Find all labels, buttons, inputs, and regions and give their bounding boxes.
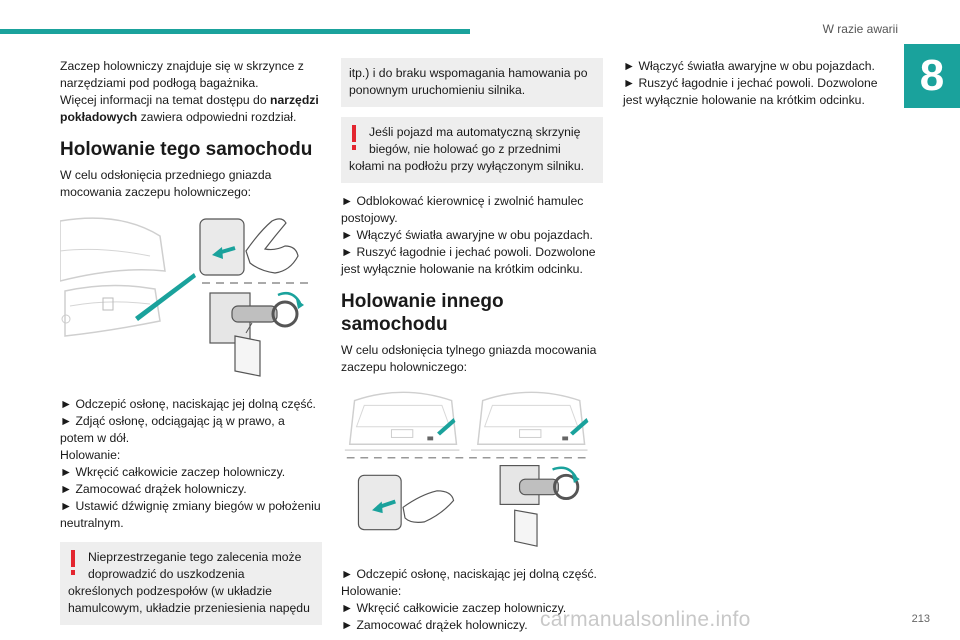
col3-step-2: ► Ruszyć łagodnie i jechać powoli. Dozwolone jest wyłącznie holowanie na krótkim odcinku. (623, 76, 878, 107)
towing-step-1: ► Wkręcić całkowicie zaczep holowniczy. (60, 465, 286, 479)
heading-towing-other-car: Holowanie innego samochodu (341, 291, 504, 335)
exclamation-icon (349, 125, 359, 151)
warning-box-automatic: Jeśli pojazd ma automatyczną skrzynię biegów, nie holować go z przednimi kołami na podłożu przy wyłączonym silniku. (341, 117, 603, 183)
exclamation-icon (68, 550, 78, 576)
page-number: 213 (911, 613, 930, 625)
header-accent-bar (0, 29, 470, 34)
column-2 (341, 58, 603, 634)
front-tow-eye-illustration (60, 211, 322, 381)
tow-step-3: ► Ruszyć łagodnie i jechać powoli. Dozwolone jest wyłącznie holowanie na krótkim odcinku. (341, 245, 596, 276)
towing-step-2: ► Zamocować drążek holowniczy. (60, 482, 247, 496)
intro-paragraph: Zaczep holowniczy znajduje się w skrzynce z narzędziami pod podłogą bagażnika. (60, 59, 304, 90)
rear-towing-label: Holowanie: (341, 584, 402, 598)
column-3 (623, 58, 893, 109)
intro-reference: Więcej informacji na temat dostępu do narzędzi pokładowych zawiera odpowiedni rozdział. (60, 93, 319, 124)
rear-tow-eye-illustration (341, 386, 603, 551)
tow-step-1: ► Odblokować kierownicę i zwolnić hamulec postojowy. (341, 194, 584, 225)
tools-reference-bold: narzędzi pokładowych (60, 93, 319, 124)
column-1 (60, 58, 322, 635)
rear-step-1: ► Odczepić osłonę, naciskając jej dolną część. (341, 567, 597, 581)
rear-lead: W celu odsłonięcia tylnego gniazda mocowania zaczepu holowniczego: (341, 343, 597, 374)
front-step-2: ► Zdjąć osłonę, odciągając ją w prawo, a potem w dół. (60, 414, 285, 445)
heading-towing-this-car: Holowanie tego samochodu (60, 139, 313, 160)
towing-label: Holowanie: (60, 448, 121, 462)
chapter-number-tab: 8 (904, 44, 960, 108)
towing-step-3: ► Ustawić dźwignię zmiany biegów w położeniu neutralnym. (60, 499, 321, 530)
continued-warning-box: itp.) i do braku wspomagania hamowania po ponownym uruchomieniu silnika. (341, 58, 603, 107)
front-step-1: ► Odczepić osłonę, naciskając jej dolną część. (60, 397, 316, 411)
watermark: carmanualsonline.info (540, 608, 751, 631)
front-lead: W celu odsłonięcia przedniego gniazda mocowania zaczepu holowniczego: (60, 168, 272, 199)
rear-towing-step-1: ► Wkręcić całkowicie zaczep holowniczy. (341, 601, 567, 615)
rear-towing-step-2: ► Zamocować drążek holowniczy. (341, 618, 528, 632)
section-title: W razie awarii (822, 22, 898, 36)
col3-step-1: ► Włączyć światła awaryjne w obu pojazdach. (623, 59, 875, 73)
tow-step-2: ► Włączyć światła awaryjne w obu pojazdach. (341, 228, 593, 242)
warning-box-damage: Nieprzestrzeganie tego zalecenia może doprowadzić do uszkodzenia określonych podzespołów (w układzie hamulcowym, układzie przeniesienia napędu (60, 542, 322, 625)
